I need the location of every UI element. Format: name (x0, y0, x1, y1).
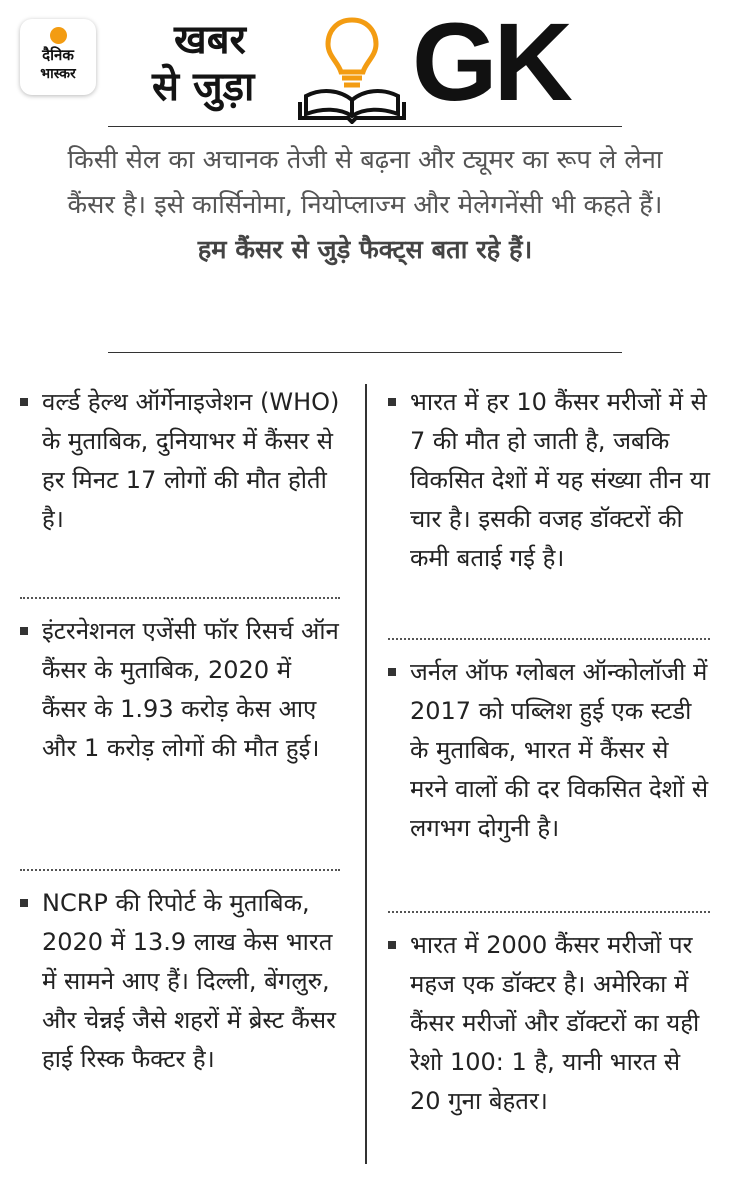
column-divider (365, 384, 367, 1164)
fact-left-2 (20, 612, 340, 768)
fact-text: भारत में हर 10 कैंसर मरीजों में से 7 की मौत हो जाती है, जबकि विकसित देशों में यह संख्या तीन या चार है। इसकी वजह डॉक्टरों की कमी बताई गई है। (410, 388, 710, 572)
fact-left-3 (20, 884, 340, 1079)
bullet-icon (388, 941, 396, 949)
fact-right-2 (388, 653, 713, 848)
bullet-icon (20, 398, 28, 406)
title-line1: खबर (174, 17, 246, 63)
dotted-divider (388, 638, 710, 640)
fact-text: वर्ल्ड हेल्थ ऑर्गेनाइजेशन (WHO) के मुताबिक, दुनियाभर में कैंसर से हर मिनट 17 लोगों की मौत होती है। (42, 388, 340, 533)
dainik-bhaskar-logo (20, 19, 96, 95)
fact-right-1 (388, 383, 713, 578)
fact-text: NCRP की रिपोर्ट के मुताबिक, 2020 में 13.9 लाख केस भारत में सामने आए हैं। दिल्ली, बेंगलुरु, और चेन्नई जैसे शहरों में ब्रेस्ट कैंसर हाई रिस्क फैक्टर है। (42, 889, 336, 1073)
bullet-icon (20, 899, 28, 907)
intro-bottom-rule (108, 352, 622, 353)
bulb-book-icon (296, 12, 408, 124)
intro-text: किसी सेल का अचानक तेजी से बढ़ना और ट्यूमर का रूप ले लेना कैंसर है। इसे कार्सिनोमा, नियोप्लाज्म और मेलेगनेंसी भी कहते हैं। (67, 145, 663, 220)
fact-right-3 (388, 926, 713, 1121)
dotted-divider (388, 911, 710, 913)
fact-left-1 (20, 383, 340, 539)
gk-title: GK (412, 1, 569, 124)
logo-text-line2: भास्कर (40, 66, 76, 82)
dotted-divider (20, 869, 340, 871)
intro-paragraph (60, 138, 670, 273)
logo-text-line1: दैनिक (42, 46, 74, 64)
bullet-icon (388, 398, 396, 406)
bullet-icon (20, 627, 28, 635)
sun-icon (50, 27, 67, 44)
top-rule (108, 126, 622, 127)
fact-text: इंटरनेशनल एजेंसी फॉर रिसर्च ऑन कैंसर के मुताबिक, 2020 में कैंसर के 1.93 करोड़ केस आए और 1 करोड़ लोगों की मौत हुई। (42, 617, 339, 762)
intro-highlight: हम कैंसर से जुड़े फैक्ट्स बता रहे हैं। (197, 235, 533, 265)
dotted-divider (20, 597, 340, 599)
title-line2: से जुड़ा (152, 64, 255, 110)
fact-text: भारत में 2000 कैंसर मरीजों पर महज एक डॉक्टर है। अमेरिका में कैंसर मरीजों और डॉक्टरों का यही रेशो 100: 1 है, यानी भारत से 20 गुना बेहतर। (410, 931, 700, 1115)
fact-text: जर्नल ऑफ ग्लोबल ऑन्कोलॉजी में 2017 को पब्लिश हुई एक स्टडी के मुताबिक, भारत में कैंसर से मरने वालों की दर विकसित देशों से लगभग दोगुनी है। (410, 658, 709, 842)
bullet-icon (388, 668, 396, 676)
